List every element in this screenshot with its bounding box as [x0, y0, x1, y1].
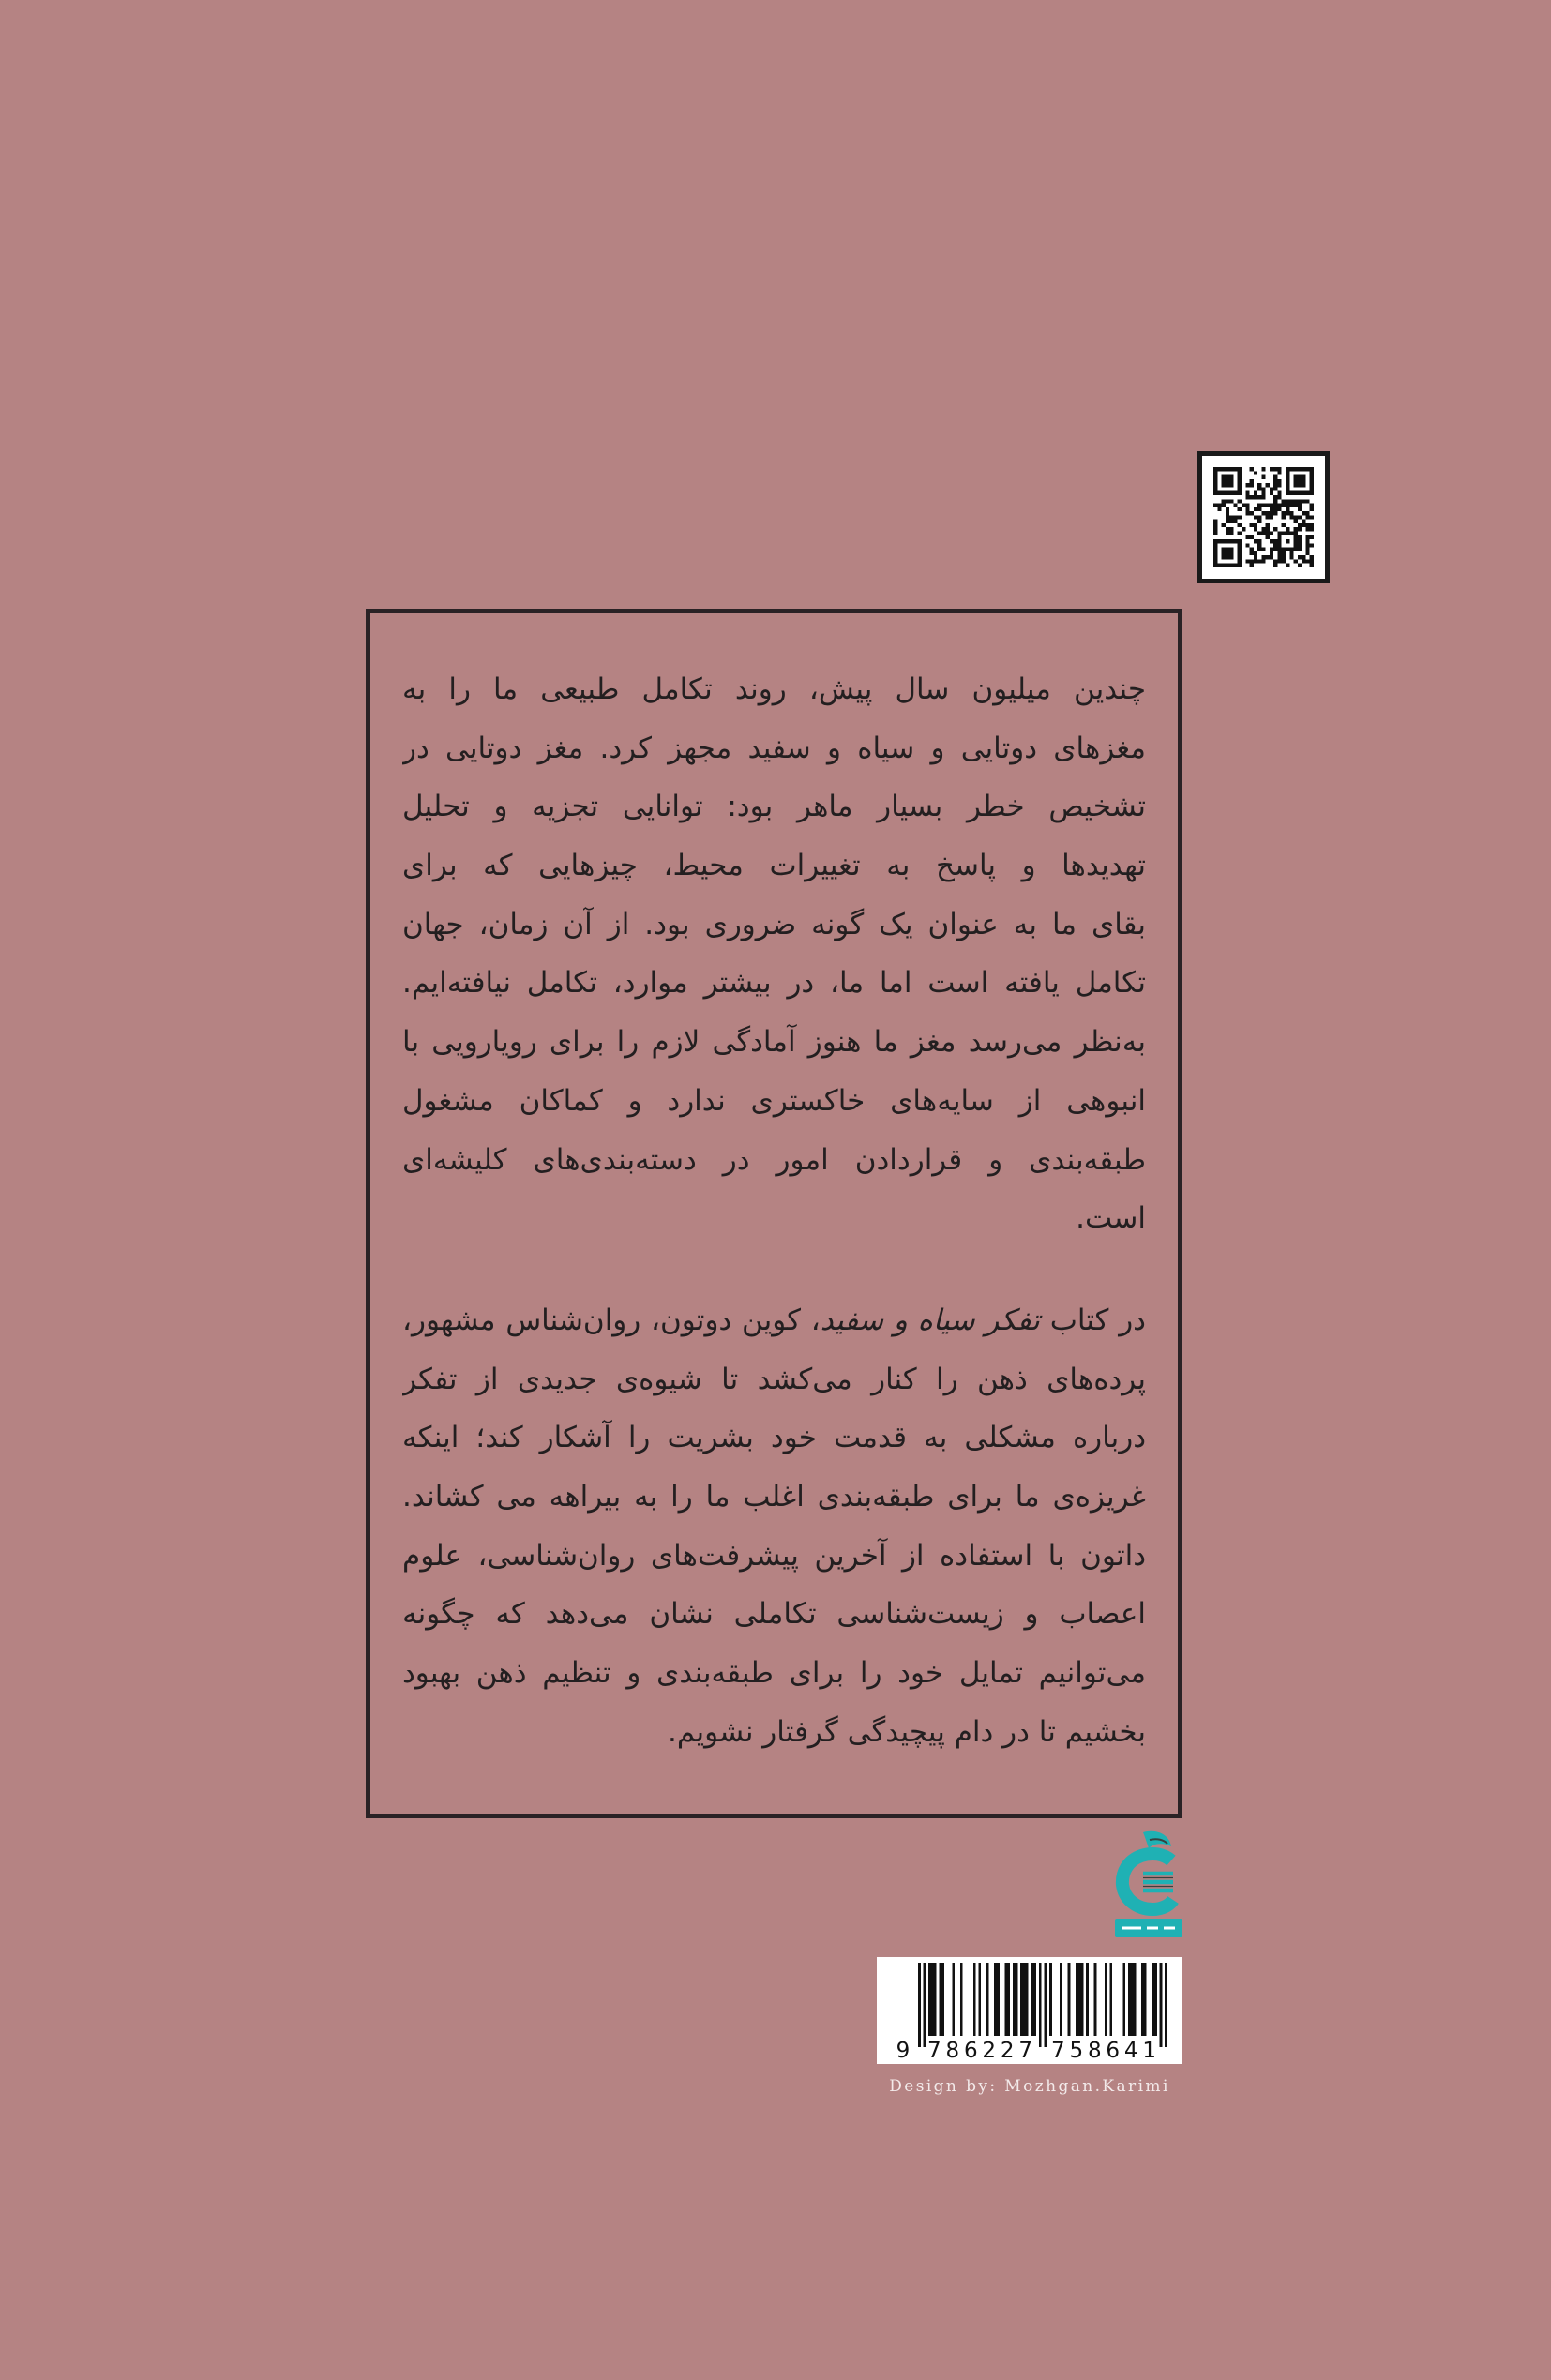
qr-code-graphic: [1197, 451, 1330, 583]
barcode-bar: [952, 1963, 955, 2036]
barcode-guard-bar: [1044, 1963, 1047, 2047]
blurb-line: تشخیص خطر بسیار ماهر بود: توانایی تجزیه و تحلیل: [402, 790, 1146, 824]
barcode-bar: [1020, 1963, 1028, 2036]
blurb-line: انبوهی از سایه‌های خاکستری ندارد و کماکان مشغول: [402, 1083, 1146, 1118]
blurb-line: چندین میلیون سال پیش، روند تکامل طبیعی ما را به: [402, 672, 1146, 706]
barcode-bar: [973, 1963, 976, 2036]
barcode-bar: [1086, 1963, 1089, 2036]
qr-code-icon: [1197, 451, 1330, 583]
designer-credit: Design by: Mozhgan.Karimi: [889, 2077, 1170, 2096]
blurb-line: می‌توانیم تمایل خود را برای طبقه‌بندی و تنظیم ذهن بهبود: [402, 1656, 1146, 1690]
blurb-line: تکامل یافته است اما ما، در بیشتر موارد، تکامل نیافته‌ایم.: [402, 966, 1146, 1001]
barcode-bar: [1105, 1963, 1107, 2036]
book-title: تفکر سیاه و سفید: [820, 1303, 1040, 1337]
barcode-guard-bar: [1160, 1963, 1163, 2047]
blurb-text: در کتاب: [1039, 1303, 1146, 1337]
barcode-bar: [994, 1963, 1000, 2036]
barcode-bars: [918, 1963, 1167, 2047]
barcode-bar: [1013, 1963, 1018, 2036]
blurb-line: مغزهای دوتایی و سیاه و سفید مجهز کرد. مغز دوتایی در: [402, 731, 1146, 765]
barcode-bar: [928, 1963, 936, 2036]
blurb-line: بخشیم تا در دام پیچیدگی گرفتار نشویم.: [668, 1714, 1146, 1749]
blurb-line: به‌نظر می‌رسد مغز ما هنوز آمادگی لازم را برای رویارویی با: [402, 1025, 1146, 1060]
barcode-right-digits: 758641: [1051, 2039, 1156, 2063]
barcode-graphic: [877, 1957, 1182, 2064]
barcode-bar: [1031, 1963, 1036, 2036]
barcode-bar: [1109, 1963, 1112, 2036]
publisher-logo-icon: [1115, 1829, 1182, 1941]
blurb-line: [402, 1291, 1146, 1350]
blurb-line: طبقه‌بندی و قراردادن امور در دسته‌بندی‌های کلیشه‌ای: [402, 1142, 1146, 1177]
barcode-bar: [978, 1963, 981, 2036]
barcode-bar: [1068, 1963, 1071, 2036]
barcode-guard-bar: [924, 1963, 926, 2047]
barcode-bar: [1141, 1963, 1147, 2036]
barcode-bar: [986, 1963, 989, 2036]
blurb-line: است.: [1076, 1201, 1146, 1236]
barcode-bar: [1122, 1963, 1125, 2036]
barcode-bar: [1076, 1963, 1083, 2036]
blurb-line: غریزه‌ی ما برای طبقه‌بندی اغلب ما را به بیراهه می کشاند.: [402, 1479, 1146, 1514]
barcode-bar: [1049, 1963, 1052, 2036]
blurb-line: بقای ما به عنوان یک گونه ضروری بود. از آن زمان، جهان: [402, 907, 1146, 941]
barcode-bar: [960, 1963, 963, 2036]
isbn-barcode: [877, 1957, 1182, 2064]
barcode-guard-bar: [1165, 1963, 1167, 2047]
blurb-line: داتون با استفاده از آخرین پیشرفت‌های روان‌شناسی، علوم: [402, 1538, 1146, 1573]
publisher-logo-graphic: [1115, 1829, 1182, 1941]
logo-book-pages: [1143, 1874, 1173, 1890]
blurb-paragraph-1: [402, 660, 1146, 1248]
barcode-bar: [939, 1963, 944, 2036]
blurb-box: [366, 609, 1182, 1818]
barcode-first-digit: 9: [896, 2039, 911, 2063]
barcode-bar: [1152, 1963, 1157, 2036]
blurb-text: ، کوین دوتون، روان‌شناس مشهور،: [402, 1303, 821, 1337]
blurb-line: تهدیدها و پاسخ به تغییرات محیط، چیزهایی که برای: [402, 849, 1146, 883]
blurb-line: درباره مشکلی به قدمت خود بشریت را آشکار کند؛ اینکه: [402, 1421, 1146, 1455]
barcode-guard-bar: [1039, 1963, 1042, 2047]
barcode-left-digits: 786227: [927, 2039, 1032, 2063]
blurb-line: پرده‌های ذهن را کنار می‌کشد تا شیوه‌ی جدیدی از تفکر: [402, 1362, 1146, 1396]
blurb-line: اعصاب و زیست‌شناسی تکاملی نشان می‌دهد که چگونه: [402, 1597, 1146, 1632]
barcode-guard-bar: [918, 1963, 921, 2047]
barcode-bar: [1060, 1963, 1062, 2036]
barcode-bar: [1128, 1963, 1136, 2036]
blurb-paragraph-2: [402, 1291, 1146, 1762]
barcode-bar: [1004, 1963, 1010, 2036]
barcode-bar: [1094, 1963, 1097, 2036]
